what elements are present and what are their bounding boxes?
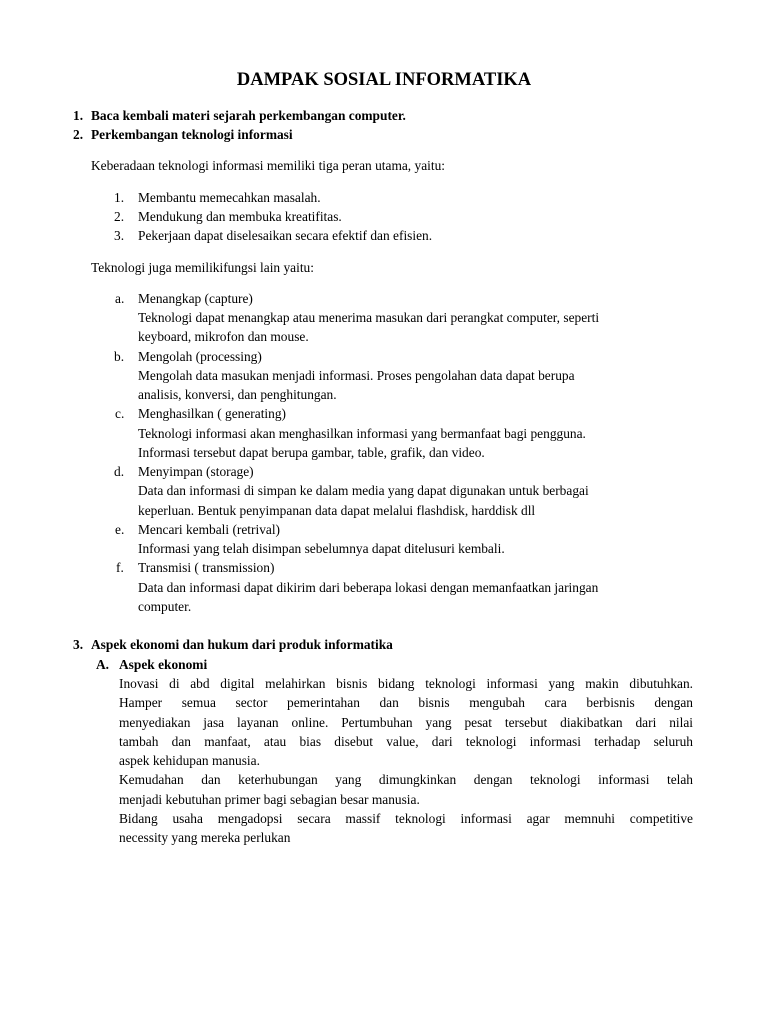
function-description: Teknologi informasi akan menghasilkan informasi yang bermanfaat bagi pengguna. [138, 426, 586, 441]
function-description: Data dan informasi di simpan ke dalam media yang dapat digunakan untuk berbagai [138, 483, 589, 498]
section-2-number: 2. [73, 127, 84, 142]
role-item: Pekerjaan dapat diselesaikan secara efektif dan efisien. [138, 228, 433, 243]
function-description: Mengolah data masukan menjadi informasi. Proses pengolahan data dapat berupa [138, 368, 575, 383]
page-title: DAMPAK SOSIAL INFORMATIKA [236, 70, 532, 90]
function-letter: e. [115, 522, 125, 537]
function-description: Data dan informasi dapat dikirim dari beberapa lokasi dengan memanfaatkan jaringan [138, 580, 599, 595]
function-letter: f. [116, 560, 124, 575]
function-title: Menangkap (capture) [138, 291, 253, 306]
function-description: keperluan. Bentuk penyimpanan data dapat melalui flashdisk, harddisk dll [138, 503, 536, 518]
section-2-intro: Keberadaan teknologi informasi memiliki tiga peran utama, yaitu: [91, 158, 445, 173]
paragraph-line: Kemudahan dan keterhubungan yang dimungkinkan dengan teknologi informasi telah [119, 772, 693, 787]
paragraph-line: necessity yang mereka perlukan [119, 830, 291, 845]
function-letter: a. [115, 291, 125, 306]
function-letter: b. [114, 349, 125, 364]
paragraph-line: menjadi kebutuhan primer bagi sebagian besar manusia. [119, 792, 420, 807]
section-1-text: Baca kembali materi sejarah perkembangan computer. [91, 108, 406, 123]
function-description: keyboard, mikrofon dan mouse. [138, 329, 309, 344]
function-title: Transmisi ( transmission) [138, 560, 275, 575]
paragraph-line: aspek kehidupan manusia. [119, 753, 260, 768]
section-1-number: 1. [73, 108, 84, 123]
subsection-a-letter: A. [96, 657, 110, 672]
paragraph-line: Hamper semua sector pemerintahan dan bisnis mengubah cara berbisnis dengan [119, 695, 693, 710]
role-item: Mendukung dan membuka kreatifitas. [138, 209, 342, 224]
role-number: 2. [114, 209, 125, 224]
role-number: 3. [114, 228, 125, 243]
paragraph-line: tambah dan manfaat, atau bias disebut value, dari teknologi informasi terhadap seluruh [119, 734, 693, 749]
role-number: 1. [114, 190, 125, 205]
function-description: Informasi yang telah disimpan sebelumnya dapat ditelusuri kembali. [138, 541, 505, 556]
function-title: Menghasilkan ( generating) [138, 406, 286, 421]
function-letter: c. [115, 406, 125, 421]
function-title: Mengolah (processing) [138, 349, 262, 364]
function-letter: d. [114, 464, 125, 479]
section-2-heading: Perkembangan teknologi informasi [91, 127, 293, 142]
function-description: Informasi tersebut dapat berupa gambar, table, grafik, dan video. [138, 445, 485, 460]
function-description: analisis, konversi, dan penghitungan. [138, 387, 337, 402]
function-description: computer. [138, 599, 192, 614]
section-3-heading: Aspek ekonomi dan hukum dari produk informatika [91, 637, 393, 652]
role-item: Membantu memecahkan masalah. [138, 190, 321, 205]
section-3-number: 3. [73, 637, 84, 652]
paragraph-line: menyediakan jasa layanan online. Pertumbuhan yang pesat tersebut diakibatkan dari nilai [119, 715, 693, 730]
paragraph-line: Inovasi di abd digital melahirkan bisnis bidang teknologi informasi yang makin dibutuhkan. [119, 676, 693, 691]
function-title: Mencari kembali (retrival) [138, 522, 281, 537]
functions-intro: Teknologi juga memilikifungsi lain yaitu: [91, 260, 314, 275]
function-title: Menyimpan (storage) [138, 464, 254, 479]
subsection-a-heading: Aspek ekonomi [119, 657, 208, 672]
paragraph-line: Bidang usaha mengadopsi secara massif teknologi informasi agar memnuhi competitive [119, 811, 693, 826]
function-description: Teknologi dapat menangkap atau menerima masukan dari perangkat computer, seperti [138, 310, 600, 325]
